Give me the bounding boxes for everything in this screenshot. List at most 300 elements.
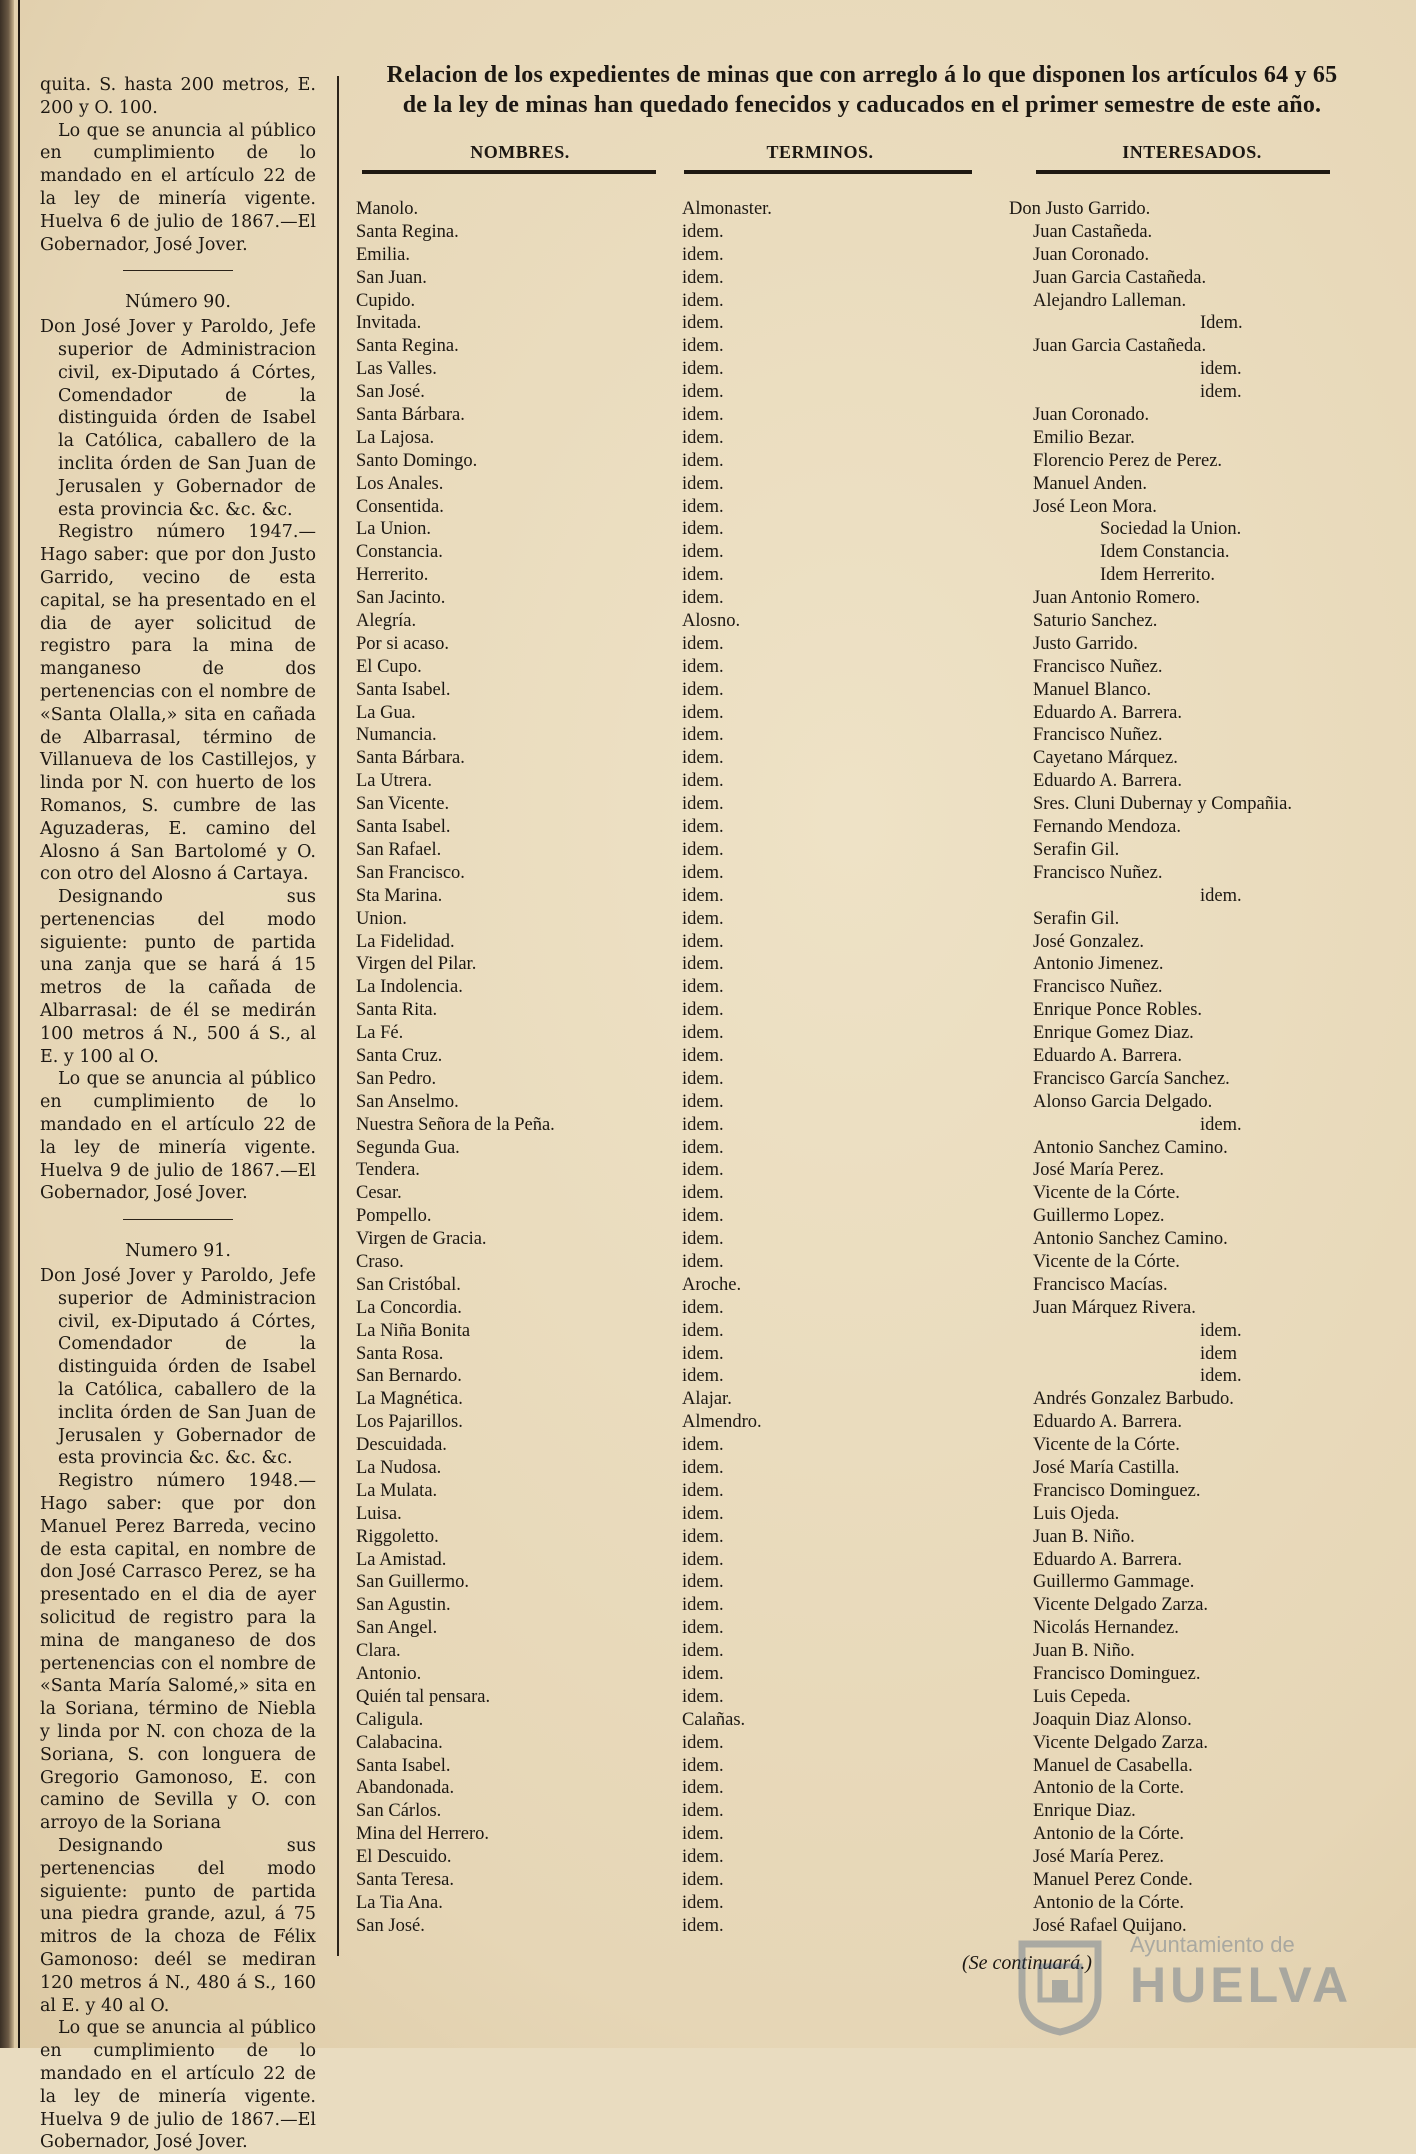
table-row — [356, 656, 1376, 679]
table-row — [356, 1320, 1376, 1343]
mine-name: Luisa. — [356, 1503, 402, 1524]
table-row — [356, 839, 1376, 862]
mine-term: idem. — [682, 1297, 724, 1318]
mine-term: idem. — [682, 908, 724, 929]
mine-term: idem. — [682, 1229, 724, 1250]
mine-interested-party: Idem Constancia. — [1100, 542, 1230, 563]
mine-name: Santa Bárbara. — [356, 405, 465, 426]
mine-name: La Magnética. — [356, 1389, 463, 1410]
mine-interested-party: Vicente Delgado Zarza. — [1033, 1732, 1209, 1753]
mine-term: idem. — [682, 1915, 724, 1936]
mine-term: Almendro. — [682, 1412, 762, 1433]
table-row — [356, 381, 1376, 404]
mine-term: idem. — [682, 565, 724, 586]
notice-91-closing: Lo que se anuncia al público en cumplimiento de lo mandado en el artículo 22 de la ley de minería vigente. Huelva 9 de julio de 1867.—El Gobernador, José Jover. — [40, 2018, 316, 2153]
table-row — [356, 221, 1376, 244]
section-separator — [123, 1219, 233, 1220]
mine-interested-party: Francisco Nuñez. — [1033, 656, 1163, 677]
notice-90-designation: Designando sus pertenencias del modo siguiente: punto de partida una zanja que se hará á 15 metros de la cañada de Albarrasal: de él se medirán 100 metros á N., 500 á S., al E. y 100 al O. — [40, 887, 316, 1067]
table-row — [356, 1571, 1376, 1594]
watermark-city: HUELVA — [1130, 1957, 1353, 2013]
mine-interested-party: Alonso Garcia Delgado. — [1033, 1091, 1213, 1112]
table-row — [356, 1892, 1376, 1915]
table-row — [356, 473, 1376, 496]
mine-name: Clara. — [356, 1641, 401, 1662]
table-row — [356, 1274, 1376, 1297]
mine-name: Cupido. — [356, 290, 416, 311]
mine-term: idem. — [682, 1641, 724, 1662]
mine-term: idem. — [682, 450, 724, 471]
mine-interested-party: Juan Coronado. — [1033, 405, 1150, 426]
table-row — [356, 1777, 1376, 1800]
table-row — [356, 1022, 1376, 1045]
mine-interested-party: Antonio de la Córte. — [1033, 1824, 1185, 1845]
mine-interested-party: Juan Garcia Castañeda. — [1033, 267, 1207, 288]
mine-interested-party: Juan B. Niño. — [1033, 1526, 1135, 1547]
mine-name: La Tia Ana. — [356, 1892, 443, 1913]
table-row — [356, 1732, 1376, 1755]
mine-term: idem. — [682, 885, 724, 906]
mine-interested-party: Manuel Blanco. — [1033, 679, 1152, 700]
continuation-note: (Se continuará.) — [962, 1952, 1092, 1974]
header-rule-nombres — [362, 170, 656, 174]
mine-term: idem. — [682, 496, 724, 517]
header-terminos: TERMINOS. — [766, 142, 874, 162]
mine-name: La Concordia. — [356, 1297, 462, 1318]
mine-name: San Agustin. — [356, 1595, 451, 1616]
notice-89-tail: quita. S. hasta 200 metros, E. 200 y O. 100. — [40, 75, 316, 118]
mine-term: idem. — [682, 1068, 724, 1089]
mine-term: idem. — [682, 267, 724, 288]
page-binding-edge — [0, 0, 14, 2048]
mine-term: idem. — [682, 862, 724, 883]
mine-interested-party: José María Castilla. — [1033, 1457, 1180, 1478]
mine-term: idem. — [682, 244, 724, 265]
section-separator — [123, 270, 233, 271]
mine-term: idem. — [682, 1023, 724, 1044]
mine-name: Santo Domingo. — [356, 450, 478, 471]
mine-name: Caligula. — [356, 1709, 424, 1730]
mine-interested-party: Eduardo A. Barrera. — [1033, 1045, 1182, 1066]
mine-name: Santa Rosa. — [356, 1343, 444, 1364]
mine-name: Pompello. — [356, 1206, 432, 1227]
mine-interested-party: Luis Cepeda. — [1033, 1686, 1131, 1707]
mine-interested-party: Antonio Sanchez Camino. — [1033, 1229, 1228, 1250]
header-rule-terminos — [684, 170, 972, 174]
mine-interested-party: Guillermo Gammage. — [1033, 1572, 1195, 1593]
mine-name: El Descuido. — [356, 1847, 452, 1868]
table-row — [356, 1846, 1376, 1869]
mine-term: Alosno. — [682, 611, 741, 632]
mine-name: Sta Marina. — [356, 885, 443, 906]
mine-term: Alajar. — [682, 1389, 732, 1410]
mine-interested-party: José María Perez. — [1033, 1160, 1164, 1181]
table-row — [356, 1526, 1376, 1549]
mine-interested-party: Manuel Anden. — [1033, 473, 1148, 494]
mine-interested-party: Juan Antonio Romero. — [1033, 588, 1201, 609]
mine-interested-party: Francisco Dominguez. — [1033, 1480, 1201, 1501]
mine-interested-party: Antonio de la Córte. — [1033, 1892, 1185, 1913]
mine-term: idem. — [682, 221, 724, 242]
mine-name: San Guillermo. — [356, 1572, 470, 1593]
mine-name: Las Valles. — [356, 359, 437, 380]
mine-interested-party: Eduardo A. Barrera. — [1033, 702, 1182, 723]
mine-name: La Niña Bonita — [356, 1320, 471, 1341]
mine-interested-party: idem. — [1200, 1320, 1242, 1341]
table-row — [356, 1114, 1376, 1137]
mine-interested-party: Sociedad la Union. — [1100, 519, 1242, 540]
mine-name: Santa Regina. — [356, 221, 459, 242]
mine-term: idem. — [682, 382, 724, 403]
table-row — [356, 1800, 1376, 1823]
list-title — [352, 60, 1372, 120]
mine-interested-party: Vicente de la Córte. — [1033, 1251, 1180, 1272]
table-row — [356, 679, 1376, 702]
table-row — [356, 198, 1376, 221]
mine-interested-party: Serafin Gil. — [1033, 908, 1120, 929]
mine-term: idem. — [682, 1183, 724, 1204]
table-row — [356, 702, 1376, 725]
mine-term: idem. — [682, 656, 724, 677]
mine-name: San Juan. — [356, 267, 427, 288]
mine-name: Consentida. — [356, 496, 444, 517]
watermark-caption: Ayuntamiento de — [1130, 1932, 1295, 1957]
table-row — [356, 862, 1376, 885]
mine-interested-party: Don Justo Garrido. — [1009, 199, 1151, 219]
mine-interested-party: Luis Ojeda. — [1033, 1503, 1120, 1524]
mine-term: idem. — [682, 1045, 724, 1066]
mine-name: San Vicente. — [356, 794, 450, 815]
mine-interested-party: Enrique Ponce Robles. — [1033, 1000, 1203, 1021]
mine-name: Santa Isabel. — [356, 817, 451, 838]
mine-name: Virgen de Gracia. — [356, 1229, 487, 1250]
mine-name: Los Anales. — [356, 473, 444, 494]
mine-term: idem. — [682, 1686, 724, 1707]
mine-term: idem. — [682, 405, 724, 426]
mine-name: San Francisco. — [356, 862, 465, 883]
mine-interested-party: Juan Garcia Castañeda. — [1033, 336, 1207, 357]
mine-interested-party: Juan Márquez Rivera. — [1033, 1297, 1196, 1318]
mine-interested-party: Florencio Perez de Perez. — [1033, 450, 1223, 471]
mine-interested-party: Manuel de Casabella. — [1033, 1755, 1193, 1776]
table-row — [356, 908, 1376, 931]
mine-interested-party: Serafin Gil. — [1033, 839, 1120, 860]
mine-interested-party: Antonio de la Corte. — [1033, 1778, 1185, 1799]
mine-term: idem. — [682, 1160, 724, 1181]
notice-91-governor: Don José Jover y Paroldo, Jefe superior de Administracion civil, ex-Diputado á Córtes, Comendador de la distinguida órden de Isabel la Católica, caballero de la inclita órden de San Juan de Jerusalen y Gobernador de esta provincia &c. &c. &c. — [40, 1266, 316, 1469]
mine-interested-party: Sres. Cluni Dubernay y Compañia. — [1033, 794, 1292, 815]
mine-term: idem. — [682, 290, 724, 311]
notice-91-designation: Designando sus pertenencias del modo siguiente: punto de partida una piedra grande, azul, á 75 mitros de la choza de Félix Gamonoso: deél se mediran 120 metros á N., 480 á S., 160 al E. y 40 al O. — [40, 1835, 316, 2016]
mine-name: Quién tal pensara. — [356, 1686, 491, 1707]
header-rule-interesados — [1036, 170, 1330, 174]
table-row — [356, 793, 1376, 816]
table-row — [356, 1091, 1376, 1114]
table-row — [356, 747, 1376, 770]
mine-interested-party: Cayetano Márquez. — [1033, 748, 1178, 769]
table-row — [356, 1823, 1376, 1846]
mine-name: Nuestra Señora de la Peña. — [356, 1114, 555, 1135]
table-row — [356, 1182, 1376, 1205]
mine-name: Herrerito. — [356, 565, 429, 586]
table-row — [356, 1434, 1376, 1457]
mine-name: Santa Rita. — [356, 1000, 438, 1021]
mine-term: idem. — [682, 1549, 724, 1570]
mine-interested-party: Enrique Diaz. — [1033, 1801, 1136, 1822]
mine-interested-party: Antonio Sanchez Camino. — [1033, 1137, 1228, 1158]
mine-name: La Mulata. — [356, 1480, 438, 1501]
mine-term: idem. — [682, 1457, 724, 1478]
table-row — [356, 1137, 1376, 1160]
mine-term: idem. — [682, 1343, 724, 1364]
mine-term: idem. — [682, 633, 724, 654]
mine-interested-party: idem. — [1200, 359, 1242, 380]
mine-interested-party: Eduardo A. Barrera. — [1033, 1412, 1182, 1433]
mine-term: idem. — [682, 1435, 724, 1456]
mine-name: San José. — [356, 382, 425, 403]
mine-name: Union. — [356, 908, 407, 929]
table-row — [356, 1343, 1376, 1366]
table-row — [356, 1617, 1376, 1640]
mine-term: idem. — [682, 1618, 724, 1639]
table-row — [356, 610, 1376, 633]
mine-name: La Gua. — [356, 702, 416, 723]
mine-interested-party: Alejandro Lalleman. — [1033, 290, 1187, 311]
header-nombres: NOMBRES. — [470, 142, 570, 162]
mine-name: La Indolencia. — [356, 977, 463, 998]
notice-90-closing: Lo que se anuncia al público en cumplimiento de lo mandado en el artículo 22 de la ley de minería vigente. Huelva 9 de julio de 1867.—El Gobernador, José Jover. — [40, 1069, 316, 1204]
mine-name: Santa Regina. — [356, 336, 459, 357]
mine-interested-party: Francisco Macías. — [1033, 1274, 1168, 1295]
mine-name: San Angel. — [356, 1618, 438, 1639]
table-row — [356, 1503, 1376, 1526]
table-row — [356, 770, 1376, 793]
table-row — [356, 496, 1376, 519]
mine-term: idem. — [682, 771, 724, 792]
mine-term: idem. — [682, 1870, 724, 1891]
mine-name: San Bernardo. — [356, 1366, 462, 1387]
mine-interested-party: Justo Garrido. — [1033, 633, 1138, 654]
mine-name: Abandonada. — [356, 1778, 455, 1799]
binding-rule — [18, 0, 20, 2048]
mine-interested-party: idem — [1200, 1343, 1237, 1364]
mine-interested-party: idem. — [1200, 1114, 1242, 1135]
mine-interested-party: Francisco Nuñez. — [1033, 862, 1163, 883]
table-row — [356, 518, 1376, 541]
table-row — [356, 335, 1376, 358]
mine-term: idem. — [682, 1137, 724, 1158]
mine-interested-party: idem. — [1200, 1366, 1242, 1387]
mine-term: idem. — [682, 817, 724, 838]
mine-term: idem. — [682, 1824, 724, 1845]
table-row — [356, 312, 1376, 335]
mine-term: idem. — [682, 1206, 724, 1227]
table-row — [356, 1411, 1376, 1434]
table-row — [356, 1686, 1376, 1709]
mine-term: idem. — [682, 1000, 724, 1021]
mine-name: El Cupo. — [356, 656, 422, 677]
mine-interested-party: Francisco García Sanchez. — [1033, 1068, 1230, 1089]
mine-term: idem. — [682, 1732, 724, 1753]
mine-interested-party: Idem. — [1200, 313, 1243, 334]
mine-interested-party: Guillermo Lopez. — [1033, 1206, 1165, 1227]
table-row — [356, 564, 1376, 587]
mine-term: idem. — [682, 1755, 724, 1776]
mine-interested-party: Idem Herrerito. — [1100, 565, 1216, 586]
notice-90-registry: Registro número 1947.—Hago saber: que por don Justo Garrido, vecino de esta capital, se ha presentado en el dia de ayer solicitud de registro para la mina de manganeso de dos pertenencias con el nombre de «Santa Olalla,» sita en cañada de Albarrasal, término de Villanueva de los Castillejos, y linda por N. con huerto de los Romanos, S. cumbre de las Aguzaderas, E. camino del Alosno á San Bartolomé y O. con otro del Alosno á Cartaya. — [40, 522, 316, 885]
table-row — [356, 1457, 1376, 1480]
table-row — [356, 1045, 1376, 1068]
mine-term: idem. — [682, 1480, 724, 1501]
mine-term: idem. — [682, 931, 724, 952]
mine-name: La Utrera. — [356, 771, 433, 792]
table-row — [356, 1869, 1376, 1892]
mine-interested-party: idem. — [1200, 885, 1242, 906]
table-row — [356, 290, 1376, 313]
mine-interested-party: Juan Coronado. — [1033, 244, 1150, 265]
table-row — [356, 1549, 1376, 1572]
mine-name: La Amistad. — [356, 1549, 447, 1570]
mine-name: San José. — [356, 1915, 425, 1936]
table-row — [356, 1205, 1376, 1228]
mine-term: idem. — [682, 1892, 724, 1913]
mine-name: Santa Cruz. — [356, 1045, 443, 1066]
table-row — [356, 1480, 1376, 1503]
title-line-2: de la ley de minas han quedado fenecidos y caducados en el primer semestre de este año. — [402, 92, 1322, 118]
mine-interested-party: Fernando Mendoza. — [1033, 817, 1181, 838]
left-column-notices — [40, 74, 316, 2154]
mine-term: Calañas. — [682, 1709, 746, 1730]
mine-name: Cesar. — [356, 1183, 402, 1204]
mine-term: Almonaster. — [682, 199, 772, 219]
mine-term: idem. — [682, 954, 724, 975]
mine-name: San Pedro. — [356, 1068, 437, 1089]
table-row — [356, 1228, 1376, 1251]
mine-name: La Fé. — [356, 1023, 404, 1044]
mine-term: idem. — [682, 725, 724, 746]
mine-name: Santa Isabel. — [356, 679, 451, 700]
mine-name: Descuidada. — [356, 1435, 447, 1456]
table-row — [356, 1709, 1376, 1732]
mine-term: idem. — [682, 313, 724, 334]
notice-90-governor: Don José Jover y Paroldo, Jefe superior de Administracion civil, ex-Diputado á Córtes, Comendador de la distinguida órden de Isabel la Católica, caballero de la inclita órden de San Juan de Jerusalen y Gobernador de esta provincia &c. &c. &c. — [40, 317, 316, 520]
mine-term: idem. — [682, 1503, 724, 1524]
mine-term: idem. — [682, 1664, 724, 1684]
table-row — [356, 450, 1376, 473]
table-row — [356, 1663, 1376, 1686]
mine-name: San Jacinto. — [356, 588, 446, 609]
mine-name: Craso. — [356, 1251, 404, 1272]
mine-name: San Rafael. — [356, 839, 442, 860]
table-row — [356, 976, 1376, 999]
mine-interested-party: Nicolás Hernandez. — [1033, 1618, 1179, 1639]
table-row — [356, 931, 1376, 954]
mine-interested-party: Emilio Bezar. — [1033, 427, 1135, 448]
mine-name: La Fidelidad. — [356, 931, 455, 952]
mine-interested-party: Manuel Perez Conde. — [1033, 1870, 1193, 1891]
archive-watermark — [1000, 1930, 1360, 2040]
mine-name: La Lajosa. — [356, 427, 435, 448]
table-row — [356, 724, 1376, 747]
mine-interested-party: Francisco Nuñez. — [1033, 977, 1163, 998]
mine-term: idem. — [682, 519, 724, 540]
mines-table — [356, 198, 1376, 1938]
mine-name: Numancia. — [356, 725, 437, 746]
table-row — [356, 1159, 1376, 1182]
mine-interested-party: Juan B. Niño. — [1033, 1641, 1135, 1662]
column-divider — [337, 76, 339, 1956]
mine-term: idem. — [682, 1778, 724, 1799]
mine-name: Calabacina. — [356, 1732, 443, 1753]
mine-name: Santa Isabel. — [356, 1755, 451, 1776]
table-row — [356, 541, 1376, 564]
table-row — [356, 358, 1376, 381]
table-row — [356, 1594, 1376, 1617]
mine-interested-party: Francisco Nuñez. — [1033, 725, 1163, 746]
mine-interested-party: Andrés Gonzalez Barbudo. — [1033, 1389, 1234, 1410]
mine-name: Manolo. — [356, 199, 419, 219]
table-row — [356, 244, 1376, 267]
table-row — [356, 953, 1376, 976]
table-row — [356, 1365, 1376, 1388]
notice-91-registry: Registro número 1948.—Hago saber: que por don Manuel Perez Barreda, vecino de esta capital, en nombre de don José Carrasco Perez, se ha presentado en el dia de ayer solicitud de registro para la mina de manganeso de dos pertenencias con el nombre de «Santa María Salomé,» sita en la Soriana, término de Niebla y linda por N. con choza de la Soriana, S. con longuera de Gregorio Gamonoso, E. con camino de Sevilla y O. con arroyo de la Soriana — [40, 1471, 316, 1834]
table-row — [356, 427, 1376, 450]
mine-term: idem. — [682, 748, 724, 769]
table-row — [356, 816, 1376, 839]
mine-name: San Cristóbal. — [356, 1274, 461, 1295]
mine-term: idem. — [682, 1251, 724, 1272]
mine-interested-party: Juan Castañeda. — [1033, 221, 1153, 242]
mine-interested-party: Enrique Gomez Diaz. — [1033, 1023, 1194, 1044]
mine-interested-party: idem. — [1200, 382, 1242, 403]
mine-interested-party: Vicente Delgado Zarza. — [1033, 1595, 1209, 1616]
mine-interested-party: José Gonzalez. — [1033, 931, 1144, 952]
mine-interested-party: Saturio Sanchez. — [1033, 611, 1158, 632]
mine-interested-party: Vicente de la Córte. — [1033, 1183, 1180, 1204]
mine-name: Santa Teresa. — [356, 1870, 455, 1891]
table-row — [356, 1251, 1376, 1274]
mine-name: Mina del Herrero. — [356, 1824, 490, 1845]
mine-term: idem. — [682, 839, 724, 860]
mine-name: Los Pajarillos. — [356, 1412, 463, 1433]
table-row — [356, 1755, 1376, 1778]
mine-term: idem. — [682, 542, 724, 563]
table-row — [356, 999, 1376, 1022]
mine-name: Alegría. — [356, 611, 417, 632]
mine-term: idem. — [682, 679, 724, 700]
mine-name: San Cárlos. — [356, 1801, 442, 1822]
mine-term: idem. — [682, 1801, 724, 1822]
mine-interested-party: José Leon Mora. — [1033, 496, 1157, 517]
mine-interested-party: José Rafael Quijano. — [1033, 1915, 1187, 1936]
mine-name: Virgen del Pilar. — [356, 954, 477, 975]
table-row — [356, 1640, 1376, 1663]
header-interesados: INTERESADOS. — [1122, 142, 1262, 162]
mine-term: idem. — [682, 1366, 724, 1387]
mine-term: Aroche. — [682, 1274, 742, 1295]
mine-name: La Union. — [356, 519, 432, 540]
table-row — [356, 1068, 1376, 1091]
mine-interested-party: Joaquin Diaz Alonso. — [1033, 1709, 1192, 1730]
mine-interested-party: Francisco Dominguez. — [1033, 1664, 1201, 1684]
mine-term: idem. — [682, 1091, 724, 1112]
mine-term: idem. — [682, 473, 724, 494]
mine-term: idem. — [682, 336, 724, 357]
mine-interested-party: Eduardo A. Barrera. — [1033, 1549, 1182, 1570]
mine-name: Santa Bárbara. — [356, 748, 465, 769]
title-line-1: Relacion de los expedientes de minas que con arreglo á lo que disponen los artículos 64 y 65 — [386, 62, 1338, 88]
mine-name: Riggoletto. — [356, 1526, 439, 1547]
